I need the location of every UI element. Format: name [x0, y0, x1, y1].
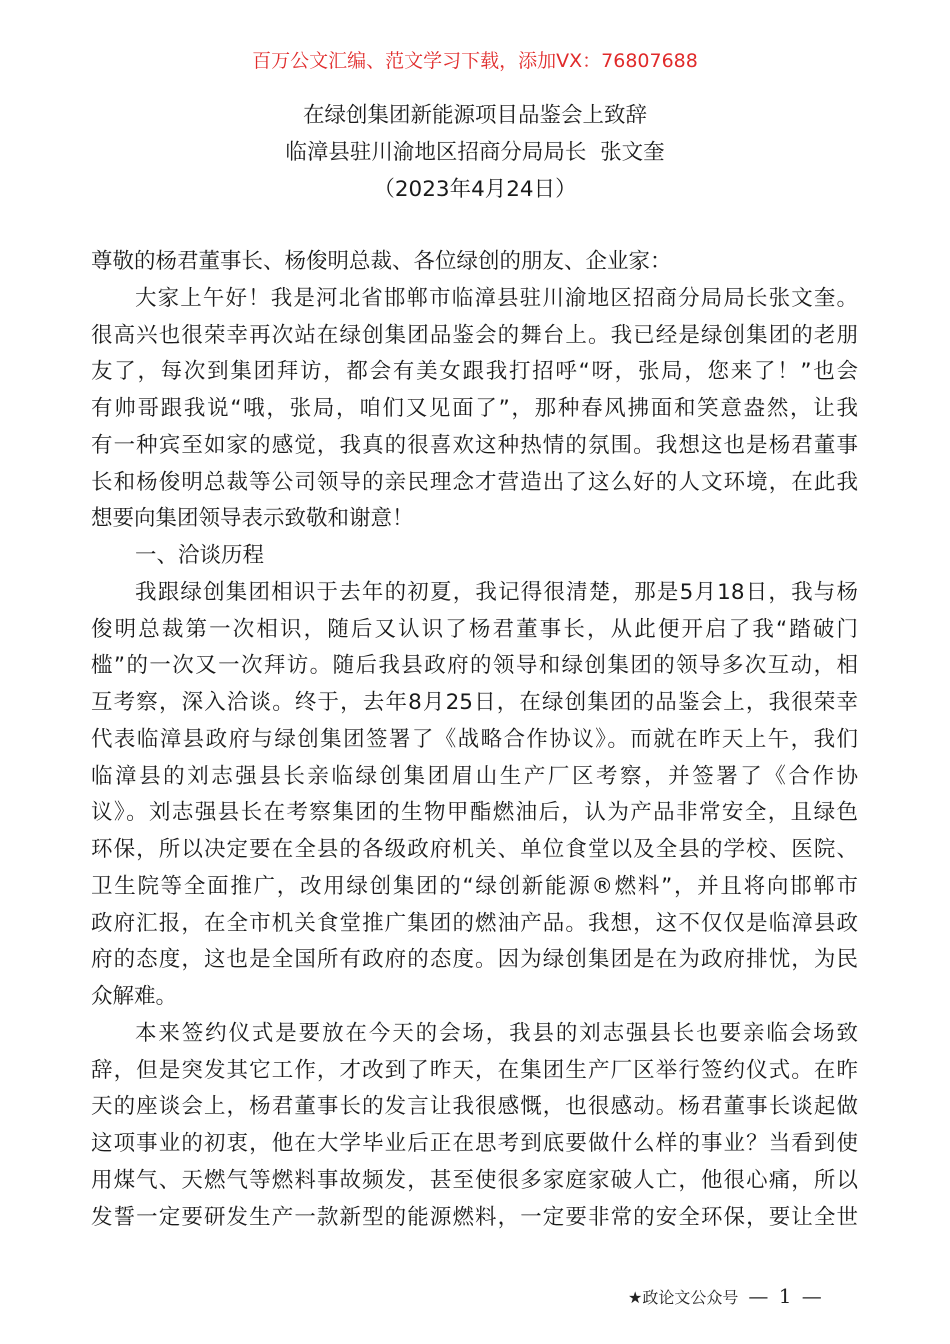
text-line: 槛”的一次又一次拜访。随后我县政府的领导和绿创集团的领导多次互动，相 [91, 653, 858, 679]
page-number: — 1 — [748, 1284, 824, 1308]
document-body [91, 244, 858, 1236]
text-line: 一、洽谈历程 [135, 543, 265, 568]
text-line: 卫生院等全面推广，改用绿创集团的“绿创新能源®燃料”，并且将向邯郸市 [91, 873, 858, 899]
text-line: 尊敬的杨君董事长、杨俊明总裁、各位绿创的朋友、企业家： [91, 249, 672, 274]
text-line: 辞，但是突发其它工作，才改到了昨天，在集团生产厂区举行签约仪式。在昨 [91, 1057, 858, 1083]
text-line: 发誓一定要研发生产一款新型的能源燃料，一定要非常的安全环保，要让全世 [91, 1204, 858, 1230]
text-line: 政府汇报，在全市机关食堂推广集团的燃油产品。我想，这不仅仅是临漳县政 [91, 910, 858, 936]
page-footer [628, 1284, 824, 1308]
date-line: （2023年4月24日） [373, 177, 577, 202]
text-line: 这项事业的初衷，他在大学毕业后正在思考到底要做什么样的事业？当看到使 [91, 1131, 858, 1156]
text-line: 府的态度，这也是全国所有政府的态度。因为绿创集团是在为政府排忧，为民 [91, 947, 858, 973]
text-line: 用煤气、天燃气等燃料事故频发，甚至使很多家庭家破人亡，他很心痛，所以 [91, 1167, 858, 1193]
text-line: 长和杨俊明总裁等公司领导的亲民理念才营造出了这么好的人文环境，在此我 [91, 469, 858, 495]
text-line: 有一种宾至如家的感觉，我真的很喜欢这种热情的氛围。我想这也是杨君董事 [91, 432, 858, 458]
text-line: 互考察，深入洽谈。终于，去年8月25日，在绿创集团的品鉴会上，我很荣幸 [91, 690, 858, 715]
text-line: 天的座谈会上，杨君董事长的发言让我很感慨，也很感动。杨君董事长谈起做 [91, 1094, 858, 1120]
text-line: 议》。刘志强县长在考察集团的生物甲酯燃油后，认为产品非常安全，且绿色 [91, 800, 858, 826]
watermark-banner: 百万公文汇编、范文学习下载，添加VX：76807688 [252, 50, 698, 72]
text-line: 临漳县的刘志强县长亲临绿创集团眉山生产厂区考察，并签署了《合作协 [91, 763, 858, 789]
text-line: 想要向集团领导表示致敬和谢意！ [91, 506, 414, 532]
text-line: 本来签约仪式是要放在今天的会场，我县的刘志强县长也要亲临会场致 [135, 1020, 858, 1046]
text-line: 环保，所以决定要在全县的各级政府机关、单位食堂以及全县的学校、医院、 [91, 837, 858, 862]
author-line: 临漳县驻川渝地区招商分局局长 张文奎 [285, 140, 665, 165]
footer-source: ★政论文公众号 [628, 1287, 739, 1307]
text-line: 众解难。 [91, 984, 178, 1009]
text-line: 很高兴也很荣幸再次站在绿创集团品鉴会的舞台上。我已经是绿创集团的老朋 [91, 322, 858, 348]
text-line: 我跟绿创集团相识于去年的初夏，我记得很清楚，那是5月18日，我与杨 [135, 579, 858, 605]
text-line: 有帅哥跟我说“哦，张局，咱们又见面了”，那种春风拂面和笑意盎然，让我 [91, 396, 858, 421]
text-line: 代表临漳县政府与绿创集团签署了《战略合作协议》。而就在昨天上午，我们 [91, 726, 858, 752]
text-line: 友了，每次到集团拜访，都会有美女跟我打招呼“呀，张局，您来了！”也会 [91, 359, 858, 385]
text-line: 俊明总裁第一次相识，随后又认识了杨君董事长，从此便开启了我“踏破门 [91, 616, 858, 642]
text-line: 大家上午好！我是河北省邯郸市临漳县驻川渝地区招商分局局长张文奎。 [135, 285, 858, 311]
document-title: 在绿创集团新能源项目品鉴会上致辞 [302, 103, 647, 128]
